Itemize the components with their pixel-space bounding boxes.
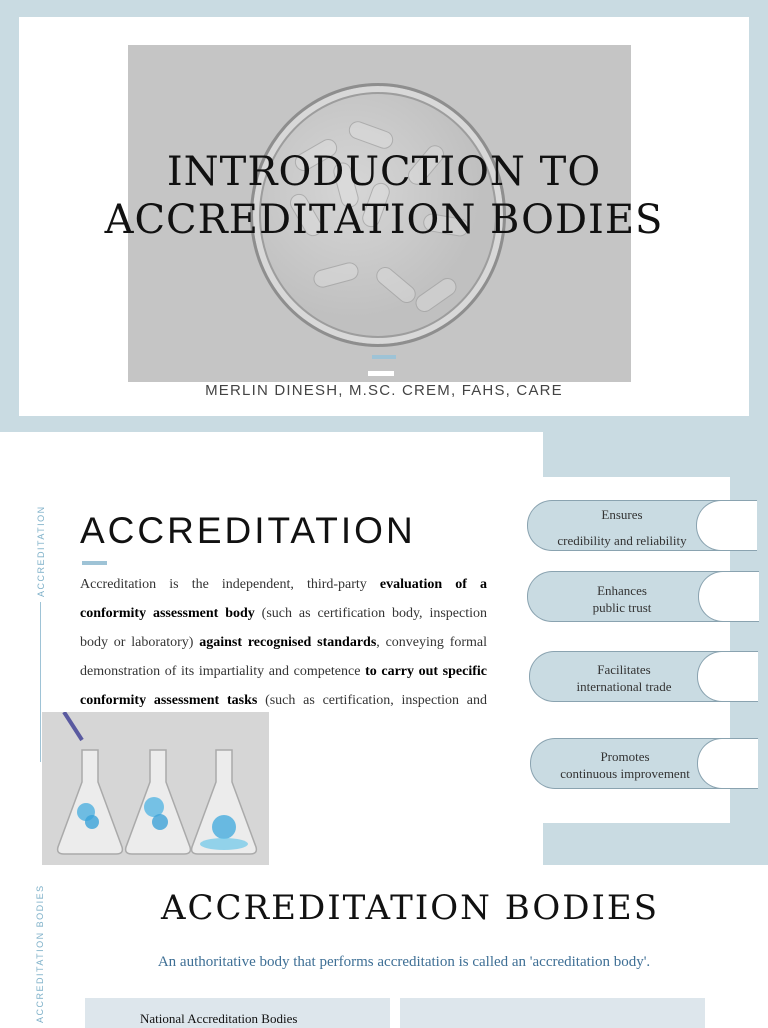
capsule (373, 263, 420, 306)
pill-facilitates (529, 651, 731, 702)
pill-line-2: public trust (592, 600, 652, 615)
pill-cap (698, 571, 759, 622)
lab-flasks-image (42, 712, 269, 865)
ink-cloud (152, 814, 168, 830)
pill-ensures (527, 500, 731, 551)
pill-text (538, 661, 710, 695)
white-bar (368, 371, 394, 376)
vertical-section-label: ACCREDITATION (36, 505, 46, 597)
presentation-title (0, 148, 768, 244)
ink-cloud (212, 815, 236, 839)
author-line: MERLIN DINESH, M.SC. CREM, FAHS, CARE (205, 382, 563, 399)
pill-line-2: credibility and reliability (557, 533, 687, 548)
pill-text (536, 582, 708, 616)
ink-cloud (200, 838, 248, 850)
body-bold: against recognised standards (199, 635, 377, 650)
pill-line-2: continuous improvement (560, 766, 690, 781)
pill-line-1: Facilitates (597, 662, 651, 677)
pill-cap (697, 738, 758, 789)
pill-line-1: Enhances (597, 583, 647, 598)
pill-line-2: international trade (576, 679, 672, 694)
national-bodies-label: National Accreditation Bodies (140, 1011, 298, 1026)
title-line-2: ACCREDITATION BODIES (104, 197, 664, 243)
accent-bar (372, 355, 396, 359)
title-line-1: INTRODUCTION TO (166, 149, 602, 195)
body-bold: to carry out specific conformity assessment tasks (80, 664, 487, 708)
pill-text (539, 748, 711, 782)
section-heading: ACCREDITATION (80, 510, 416, 551)
vertical-section-label: ACCREDITATION BODIES (35, 884, 45, 1023)
capsule (412, 274, 460, 315)
body-text: (such as certification, inspection and (265, 693, 487, 708)
body-text: (such as certification body, inspection body or laboratory) (80, 606, 487, 650)
section-heading: ACCREDITATION BODIES (160, 888, 660, 928)
accreditation-bodies-slide (0, 868, 768, 1024)
pill-enhances (527, 571, 731, 622)
flasks-illustration (42, 712, 269, 865)
pill-promotes (530, 738, 731, 789)
pill-cap (697, 651, 758, 702)
ink-cloud (85, 815, 99, 829)
body-text: Accreditation is the independent, third-party (80, 577, 380, 592)
pill-line-1: Ensures (601, 507, 643, 522)
definition-text: An authoritative body that performs accreditation is called an 'accreditation body'. (157, 954, 651, 970)
pill-text (536, 506, 708, 549)
ink-cloud (144, 797, 164, 817)
accreditation-slide (0, 432, 768, 868)
body-bold: evaluation of a conformity assessment body (80, 577, 488, 621)
body-text: , conveying formal demonstration of its impartiality and competence (80, 635, 488, 679)
heading-accent (82, 561, 107, 565)
capsule (346, 119, 395, 152)
vertical-divider (40, 602, 41, 762)
pill-cap (696, 500, 757, 551)
capsule (311, 260, 360, 289)
pill-line-1: Promotes (600, 749, 650, 764)
title-slide (0, 0, 768, 432)
